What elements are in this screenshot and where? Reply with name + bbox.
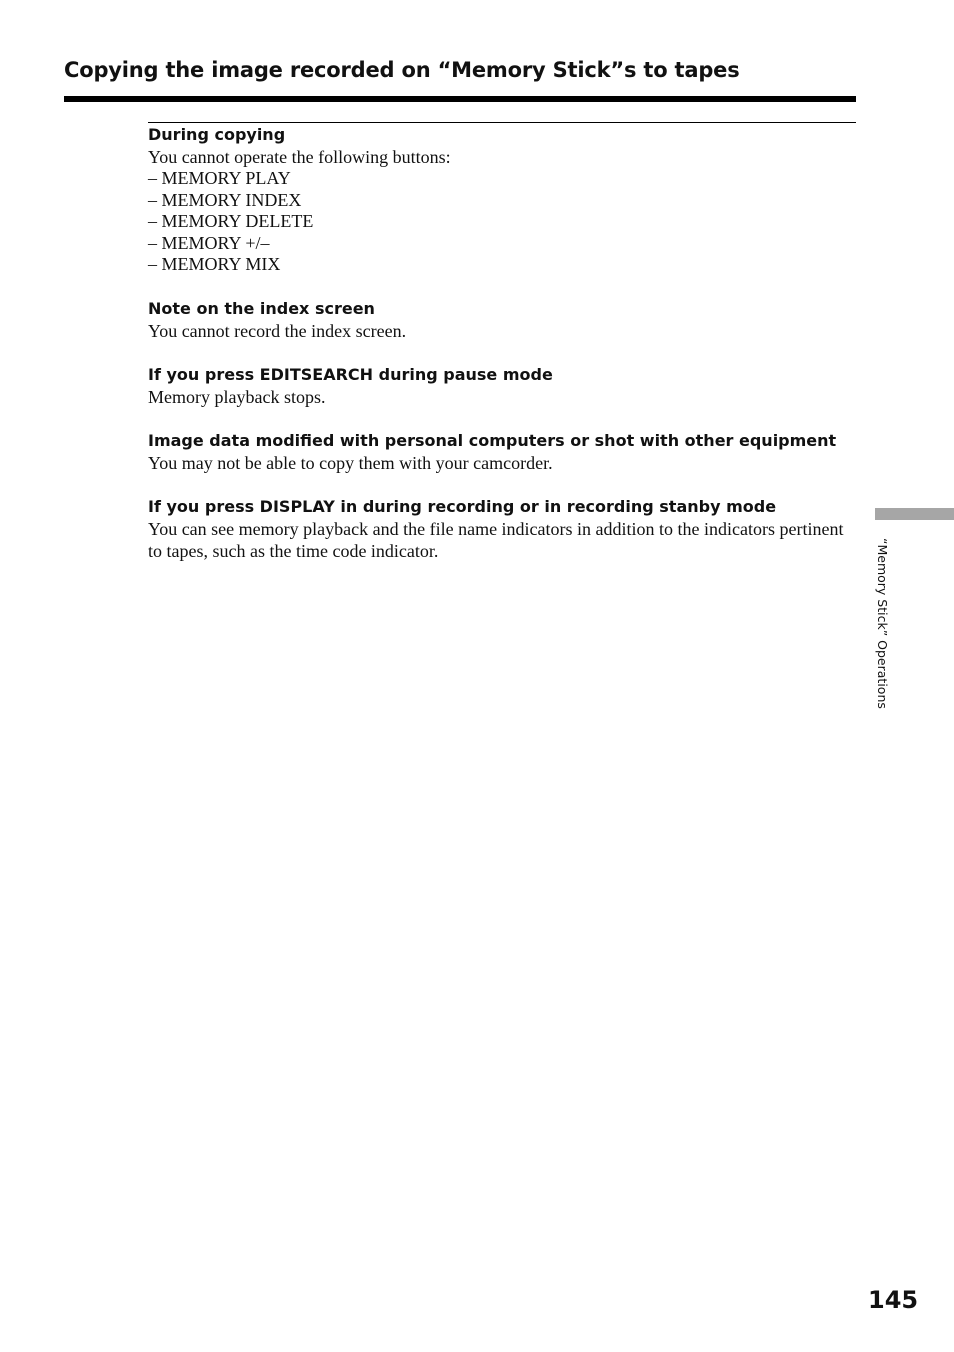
main-content <box>148 124 856 584</box>
list-item: – MEMORY PLAY <box>148 168 291 188</box>
section-text: You may not be able to copy them with your camcorder. <box>148 452 553 473</box>
section-text: You can see memory playback and the file name indicators in addition to the indicators pertinent to tapes, such as the time code indicator. <box>148 518 844 561</box>
list-item: – MEMORY INDEX <box>148 189 302 210</box>
content-rule <box>148 122 856 123</box>
section-index-screen-note <box>148 298 856 342</box>
section-heading: If you press DISPLAY in during recording or in recording stanby mode <box>148 496 777 516</box>
section-during-copying <box>148 124 856 276</box>
section-text: You cannot operate the following buttons: <box>148 147 451 167</box>
title-rule <box>64 96 856 102</box>
page-number: 145 <box>868 1286 919 1314</box>
side-tab-label: “Memory Stick” Operations <box>875 538 890 709</box>
list-item: – MEMORY +/– <box>148 232 270 253</box>
section-heading: During copying <box>148 125 286 144</box>
section-editsearch <box>148 364 856 408</box>
section-display <box>148 496 856 562</box>
page-title: Copying the image recorded on “Memory Stick”s to tapes <box>64 58 740 82</box>
section-text: You cannot record the index screen. <box>148 320 407 341</box>
button-list <box>148 168 856 276</box>
section-image-data-modified <box>148 430 856 474</box>
section-heading: Note on the index screen <box>148 298 375 318</box>
side-tab-marker <box>875 508 954 520</box>
list-item: – MEMORY DELETE <box>148 211 314 231</box>
section-heading: If you press EDITSEARCH during pause mode <box>148 364 553 384</box>
section-text: Memory playback stops. <box>148 386 326 407</box>
list-item: – MEMORY MIX <box>148 254 281 274</box>
section-heading: Image data modified with personal computers or shot with other equipment <box>148 430 837 450</box>
